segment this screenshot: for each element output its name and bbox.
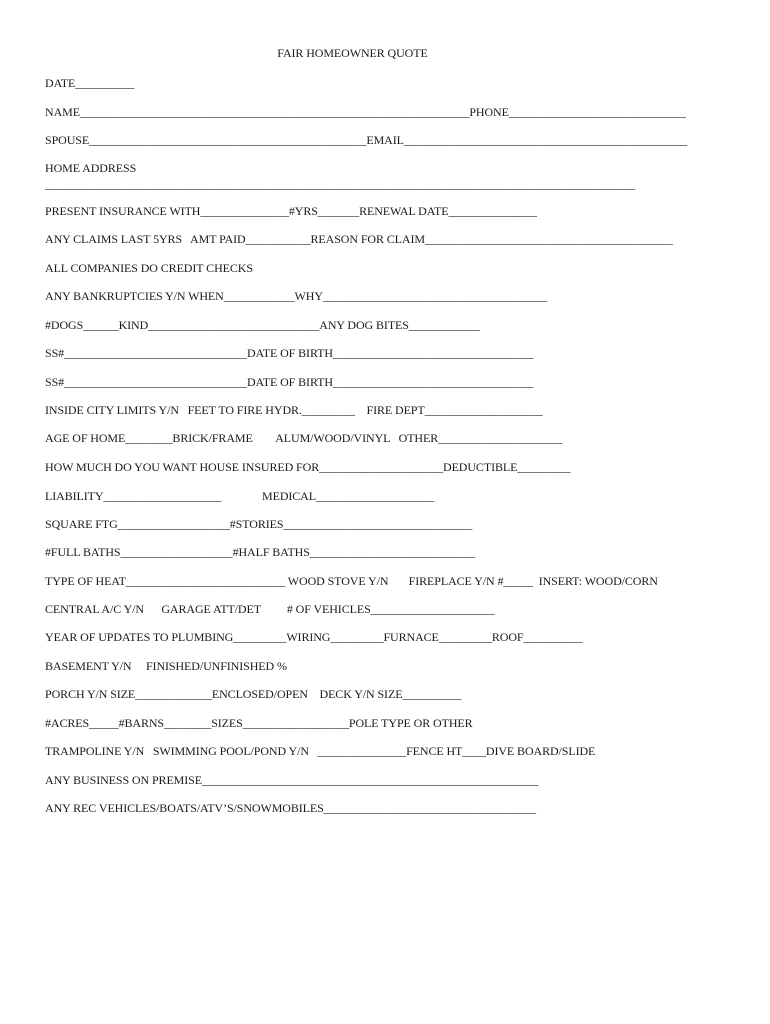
home-address-line: ____________________________________________________________________________________________________ [45, 177, 636, 191]
ssn-field-1: SS#_______________________________DATE OF BIRTH__________________________________ [45, 346, 534, 360]
heat-field: TYPE OF HEAT___________________________ WOOD STOVE Y/N FIREPLACE Y/N #_____ INSERT: WOOD/CORN [45, 574, 658, 588]
porch-deck-field: PORCH Y/N SIZE_____________ENCLOSED/OPEN DECK Y/N SIZE__________ [45, 687, 462, 701]
claims-field: ANY CLAIMS LAST 5YRS AMT PAID___________REASON FOR CLAIM__________________________________________ [45, 232, 673, 246]
dogs-field: #DOGS______KIND_____________________________ANY DOG BITES____________ [45, 318, 480, 332]
acres-barns-field: #ACRES_____#BARNS________SIZES__________________POLE TYPE OR OTHER [45, 716, 473, 730]
trampoline-pool-field: TRAMPOLINE Y/N SWIMMING POOL/POND Y/N _______________FENCE HT____DIVE BOARD/SLIDE [45, 744, 596, 758]
insured-amount-field: HOW MUCH DO YOU WANT HOUSE INSURED FOR_____________________DEDUCTIBLE_________ [45, 460, 571, 474]
present-insurance-field: PRESENT INSURANCE WITH_______________#YRS_______RENEWAL DATE_______________ [45, 204, 537, 218]
liability-medical-field: LIABILITY____________________ MEDICAL____________________ [45, 489, 434, 503]
date-field: DATE__________ [45, 76, 135, 90]
city-limits-field: INSIDE CITY LIMITS Y/N FEET TO FIRE HYDR._________ FIRE DEPT____________________ [45, 403, 543, 417]
form-title: FAIR HOMEOWNER QUOTE [277, 46, 428, 60]
square-feet-field: SQUARE FTG___________________#STORIES________________________________ [45, 517, 473, 531]
updates-field: YEAR OF UPDATES TO PLUMBING_________WIRING_________FURNACE_________ROOF__________ [45, 630, 583, 644]
rec-vehicles-field: ANY REC VEHICLES/BOATS/ATV’S/SNOWMOBILES____________________________________ [45, 801, 537, 815]
basement-field: BASEMENT Y/N FINISHED/UNFINISHED % [45, 659, 287, 673]
baths-field: #FULL BATHS___________________#HALF BATHS____________________________ [45, 545, 476, 559]
name-phone-field: NAME__________________________________________________________________PHONE______________________________ [45, 105, 686, 119]
central-ac-field: CENTRAL A/C Y/N GARAGE ATT/DET # OF VEHICLES_____________________ [45, 602, 495, 616]
business-field: ANY BUSINESS ON PREMISE_________________________________________________________ [45, 773, 539, 787]
spouse-email-field: SPOUSE_______________________________________________EMAIL________________________________________________ [45, 133, 688, 147]
credit-checks-note: ALL COMPANIES DO CREDIT CHECKS [45, 261, 253, 275]
age-of-home-field: AGE OF HOME________BRICK/FRAME ALUM/WOOD/VINYL OTHER_____________________ [45, 431, 563, 445]
bankruptcies-field: ANY BANKRUPTCIES Y/N WHEN____________WHY______________________________________ [45, 289, 548, 303]
home-address-label: HOME ADDRESS [45, 161, 137, 175]
ssn-field-2: SS#_______________________________DATE OF BIRTH__________________________________ [45, 375, 534, 389]
